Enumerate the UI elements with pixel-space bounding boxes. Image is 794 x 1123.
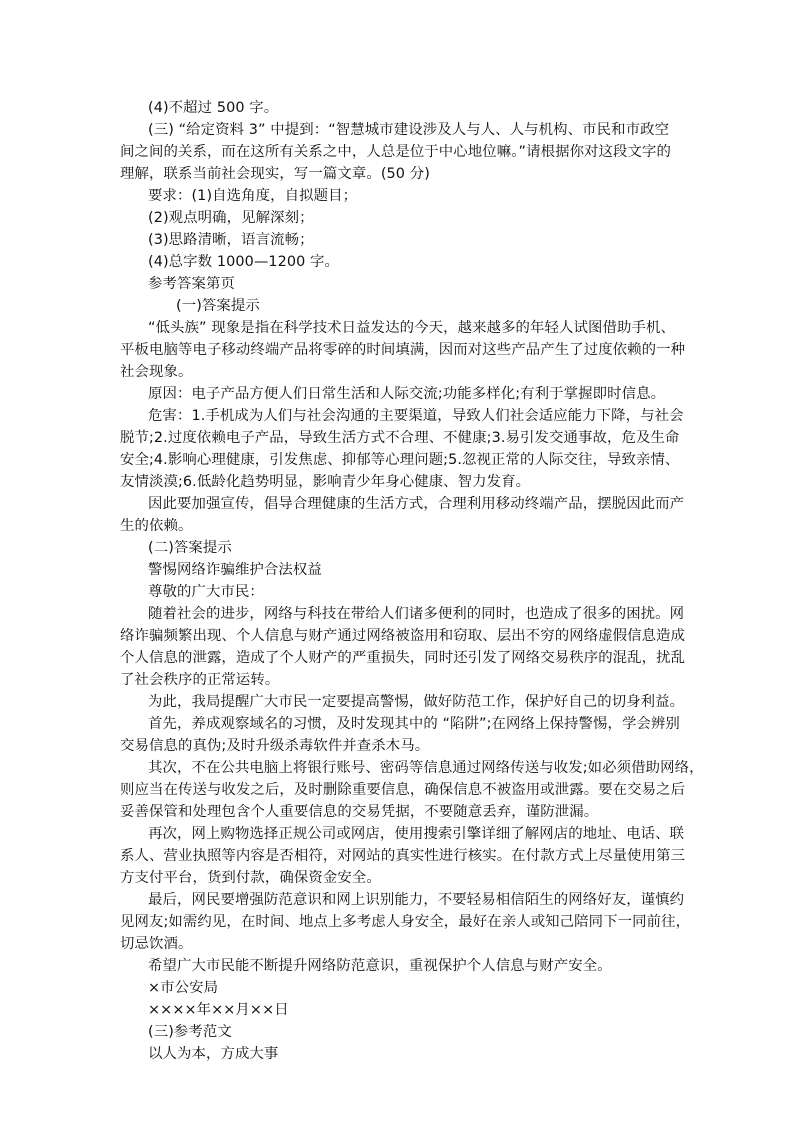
section-heading: (二)答案提示: [148, 540, 232, 556]
section-heading: (一)答案提示: [176, 298, 260, 314]
body-line: 切忌饮酒。: [120, 936, 193, 952]
requirement-line: (4)不超过 500 字。: [148, 100, 279, 116]
body-line: 首先，养成观察域名的习惯，及时发现其中的 “陷阱”;在网络上保持警惕，学会辨别: [148, 716, 680, 732]
requirement-line: (3)思路清晰，语言流畅；: [148, 232, 314, 248]
question-line: 间之间的关系，而在这所有关系之中，人总是位于中心地位嘛。”请根据你对这段文字的: [120, 144, 672, 160]
body-line: 妥善保管和处理包含个人重要信息的交易凭据，不要随意丢弃，谨防泄漏。: [120, 804, 599, 820]
requirement-line: (2)观点明确，见解深刻；: [148, 210, 314, 226]
section-heading: (三)参考范文: [148, 1024, 232, 1040]
letter-salutation: 尊敬的广大市民：: [148, 584, 264, 600]
essay-title: 以人为本，方成大事: [148, 1046, 279, 1062]
section-heading: 参考答案第页: [148, 276, 235, 292]
body-line: 其次，不在公共电脑上将银行账号、密码等信息通过网络传送与收发;如必须借助网络，: [148, 760, 704, 776]
body-line: 再次，网上购物选择正规公司或网店，使用搜索引擎详细了解网店的地址、电话、联: [148, 826, 685, 842]
body-line: 了社会秩序的正常运转。: [120, 672, 280, 688]
body-line: 希望广大市民能不断提升网络防范意识，重视保护个人信息与财产安全。: [148, 958, 612, 974]
body-line: 为此，我局提醒广大市民一定要提高警惕，做好防范工作，保护好自己的切身利益。: [148, 694, 685, 710]
body-line: 安全;4.影响心理健康，引发焦虑、抑郁等心理问题;5.忽视正常的人际交往，导致亲情、: [120, 452, 680, 468]
question-line: (三) “给定资料 3” 中提到：“智慧城市建设涉及人与人、人与机构、市民和市政空: [148, 122, 670, 138]
body-line: 因此要加强宣传，倡导合理健康的生活方式，合理利用移动终端产品，摆脱因此而产: [148, 496, 685, 512]
body-line: 最后，网民要增强防范意识和网上识别能力，不要轻易相信陌生的网络好友，谨慎约: [148, 892, 685, 908]
body-line: 平板电脑等电子移动终端产品将零碎的时间填满，因而对这些产品产生了过度依赖的一种: [120, 342, 686, 358]
body-line: 随着社会的进步，网络与科技在带给人们诸多便利的同时，也造成了很多的困扰。网: [148, 606, 685, 622]
letter-signature: ×市公安局: [148, 980, 219, 996]
body-line: 络诈骗频繁出现、个人信息与财产通过网络被盗用和窃取、层出不穷的网络虚假信息造成: [120, 628, 686, 644]
letter-title: 警惕网络诈骗维护合法权益: [148, 562, 322, 578]
body-line: 则应当在传送与收发之后，及时删除重要信息，确保信息不被盗用或泄露。要在交易之后: [120, 782, 686, 798]
body-line: 系人、营业执照等内容是否相符，对网站的真实性进行核实。在付款方式上尽量使用第三: [120, 848, 686, 864]
question-line: 理解，联系当前社会现实，写一篇文章。(50 分): [120, 166, 430, 182]
requirement-line: (4)总字数 1000—1200 字。: [148, 254, 340, 270]
body-line: 友情淡漠;6.低龄化趋势明显，影响青少年身心健康、智力发育。: [120, 474, 531, 490]
body-line: 生的依赖。: [120, 518, 193, 534]
body-line: “低头族” 现象是指在科学技术日益发达的今天，越来越多的年轻人试图借助手机、: [148, 320, 675, 336]
body-line: 个人信息的泄露，造成了个人财产的严重损失，同时还引发了网络交易秩序的混乱，扰乱: [120, 650, 686, 666]
body-line: 交易信息的真伪;及时升级杀毒软件并查杀木马。: [120, 738, 430, 754]
body-line: 社会现象。: [120, 364, 193, 380]
requirement-line: 要求：(1)自选角度，自拟题目；: [148, 188, 358, 204]
body-line: 原因：电子产品方便人们日常生活和人际交流;功能多样化;有利于掌握即时信息。: [148, 386, 666, 402]
body-line: 方支付平台，货到付款，确保资金安全。: [120, 870, 381, 886]
body-line: 见网友;如需约见，在时间、地点上多考虑人身安全，最好在亲人或知己陪同下一同前往，: [120, 914, 691, 930]
body-line: 危害：1.手机成为人们与社会沟通的主要渠道，导致人们社会适应能力下降，与社会: [148, 408, 684, 424]
letter-date: ××××年××月××日: [148, 1002, 289, 1018]
body-line: 脱节;2.过度依赖电子产品，导致生活方式不合理、不健康;3.易引发交通事故，危及生命: [120, 430, 680, 446]
